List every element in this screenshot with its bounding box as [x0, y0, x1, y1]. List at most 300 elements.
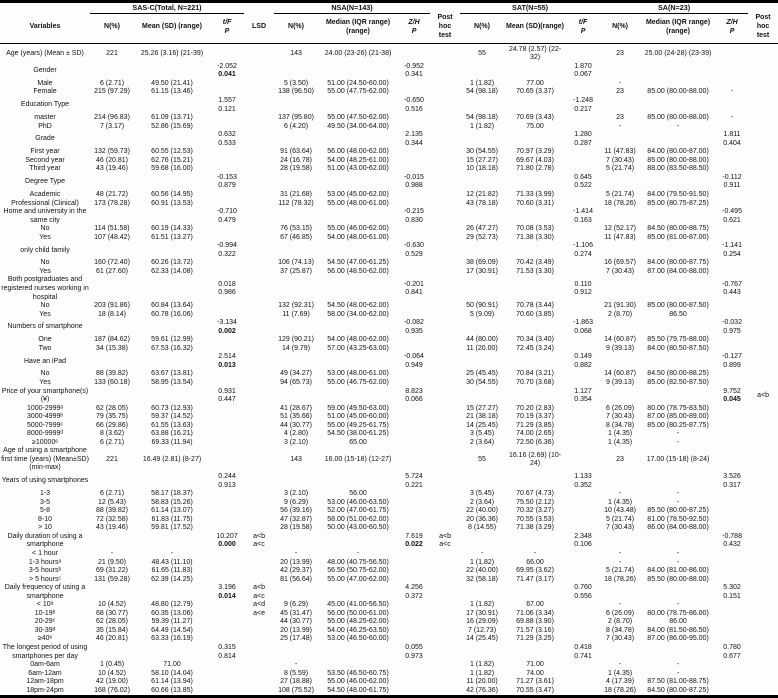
- table-cell: [244, 678, 274, 687]
- table-cell: [398, 499, 430, 508]
- table-cell: [244, 97, 274, 114]
- table-cell: [716, 601, 748, 610]
- table-cell: [90, 353, 134, 370]
- table-cell: [274, 644, 318, 661]
- table-cell: [748, 302, 778, 311]
- table-cell: [716, 635, 748, 644]
- table-cell: 28 (19.58): [280, 524, 312, 532]
- table-cell: [430, 353, 460, 370]
- table-cell: 18 (8.14): [97, 310, 127, 318]
- table-row: [0, 311, 778, 320]
- table-row: [0, 447, 778, 473]
- table-cell: [600, 97, 640, 114]
- table-cell: [460, 131, 504, 148]
- table-cell: [716, 379, 748, 388]
- table-cell: [748, 379, 778, 388]
- table-cell: [748, 567, 778, 576]
- table-cell: [748, 670, 778, 679]
- table-cell: [90, 174, 134, 191]
- table-cell: [504, 131, 566, 148]
- table-cell: [274, 533, 318, 550]
- table-cell: -: [730, 114, 734, 122]
- table-row: [0, 499, 778, 508]
- table-cell: -1.414 0.163: [573, 208, 593, 224]
- table-row: [0, 234, 778, 243]
- table-cell: [398, 576, 430, 585]
- table-cell: [748, 259, 778, 268]
- table-cell: [398, 687, 430, 697]
- table-cell: 22 (40.00): [466, 567, 498, 575]
- table-cell: 8 (34.78): [606, 421, 635, 429]
- table-cell: 23: [616, 49, 624, 57]
- table-cell: [244, 311, 274, 320]
- table-row: [0, 43, 778, 63]
- table-cell: [210, 114, 244, 123]
- table-cell: [640, 473, 716, 490]
- table-cell: [566, 661, 600, 670]
- table-cell: 84.00 (80.00-87.75): [647, 259, 709, 267]
- table-cell: [716, 670, 748, 679]
- table-cell: [748, 97, 778, 114]
- table-cell: 0.931 0.447: [218, 387, 236, 404]
- table-row: [0, 225, 778, 234]
- table-cell: 71.29 (3.25): [516, 635, 554, 643]
- table-cell: [566, 405, 600, 414]
- table-cell: [504, 208, 566, 225]
- table-cell: [398, 379, 430, 388]
- table-cell: 7 (30.43): [606, 524, 635, 532]
- table-cell: [566, 635, 600, 644]
- table-cell: 132 (59.73): [94, 148, 130, 156]
- table-cell: [318, 353, 398, 370]
- table-cell: 31 (21.68): [280, 190, 312, 198]
- table-cell: -: [618, 490, 622, 498]
- table-cell: 38 (69.09): [466, 259, 498, 267]
- table-cell: 79 (35.75): [96, 413, 128, 421]
- table-cell: -0.015 0.988: [404, 173, 424, 190]
- table-cell: [244, 148, 274, 157]
- table-cell: [274, 208, 318, 225]
- table-cell: [90, 242, 134, 259]
- table-cell: [134, 131, 210, 148]
- table-row: [0, 88, 778, 97]
- table-cell: [566, 550, 600, 559]
- column-header: N(%): [90, 13, 134, 43]
- table-cell: 54.00 (48.00-61.00): [327, 233, 389, 241]
- table-cell: 52.00 (47.00-61.75): [327, 507, 389, 515]
- table-cell: a<b a<c: [253, 532, 265, 549]
- table-cell: [504, 353, 566, 370]
- table-cell: 60.78 (16.06): [151, 310, 193, 318]
- table-cell: [566, 148, 600, 157]
- group-header: SA(N=23): [600, 2, 748, 14]
- table-cell: 71.00: [526, 661, 544, 669]
- table-cell: [210, 499, 244, 508]
- table-cell: -: [294, 661, 298, 669]
- table-cell: 0.018 0.986: [218, 280, 236, 297]
- table-cell: [430, 430, 460, 439]
- column-header: Median (IQR range) (range): [318, 13, 398, 43]
- table-cell: 21 (91.30): [604, 302, 636, 310]
- table-cell: 85.00 (82.50-87.50): [647, 379, 709, 387]
- table-cell: [244, 302, 274, 311]
- table-row: [0, 242, 778, 259]
- table-row: [0, 490, 778, 499]
- table-cell: [134, 533, 210, 550]
- table-cell: [640, 208, 716, 225]
- table-cell: [398, 234, 430, 243]
- table-cell: [716, 43, 748, 63]
- table-cell: [600, 353, 640, 370]
- table-cell: [600, 533, 640, 550]
- table-cell: 57.00 (43.25-63.00): [327, 344, 389, 352]
- table-cell: [244, 131, 274, 148]
- variable-label: 20-29ᶜ: [34, 618, 56, 626]
- table-cell: [134, 584, 210, 601]
- variable-label: 8-10: [37, 515, 52, 523]
- table-cell: 44 (30.77): [280, 421, 312, 429]
- table-cell: [318, 63, 398, 80]
- table-cell: 85.00 (81.00-87.00): [647, 233, 709, 241]
- column-header: t/F P: [210, 13, 244, 43]
- table-cell: [716, 430, 748, 439]
- table-cell: [398, 559, 430, 568]
- table-cell: [504, 533, 566, 550]
- table-cell: -: [676, 558, 680, 566]
- table-cell: [398, 157, 430, 166]
- table-cell: -0.201 0.841: [404, 280, 424, 297]
- table-cell: [430, 80, 460, 89]
- table-cell: a<b a<c: [439, 532, 451, 549]
- table-cell: 70.34 (3.40): [516, 336, 554, 344]
- table-cell: 4 (2.80): [283, 430, 309, 438]
- table-cell: 61.09 (13.71): [151, 114, 193, 122]
- table-cell: [430, 576, 460, 585]
- table-cell: 70.20 (2.83): [516, 404, 554, 412]
- table-cell: [430, 379, 460, 388]
- variable-label: only child family: [20, 246, 70, 254]
- table-cell: [716, 123, 748, 132]
- table-cell: [600, 276, 640, 302]
- table-row: [0, 191, 778, 200]
- table-cell: 14 (60.87): [604, 336, 636, 344]
- table-cell: [244, 430, 274, 439]
- table-cell: -: [618, 601, 622, 609]
- variable-label: > 5 hoursᶜ: [29, 575, 61, 583]
- table-cell: 62.76 (15.21): [151, 156, 193, 164]
- table-cell: [600, 319, 640, 336]
- table-cell: 84.00 (79.50-91.50): [647, 190, 709, 198]
- table-cell: 221: [106, 49, 118, 57]
- table-cell: 5 (21.74): [606, 515, 635, 523]
- table-cell: 54.50 (38.00-61.25): [327, 430, 389, 438]
- table-cell: 1.811 0.404: [723, 131, 741, 147]
- table-cell: 23: [616, 455, 624, 463]
- table-cell: 56 (39.16): [280, 507, 312, 515]
- table-cell: 50 (90.91): [466, 302, 498, 310]
- table-cell: 51 (35.66): [280, 413, 312, 421]
- table-cell: [398, 618, 430, 627]
- table-cell: [430, 43, 460, 63]
- table-cell: [566, 670, 600, 679]
- table-cell: 214 (96.83): [94, 114, 130, 122]
- table-cell: 24.00 (23-26) (21-38): [324, 49, 392, 57]
- table-cell: [244, 627, 274, 636]
- table-cell: [244, 114, 274, 123]
- table-cell: 48.43 (11.10): [151, 558, 193, 566]
- table-cell: -: [618, 661, 622, 669]
- table-cell: [398, 345, 430, 354]
- table-cell: 60.56 (14.95): [151, 190, 193, 198]
- table-cell: 1 (1.82): [469, 601, 495, 609]
- table-cell: [748, 584, 778, 601]
- table-cell: 21 (9.50): [97, 558, 127, 566]
- table-cell: [748, 644, 778, 661]
- table-cell: [716, 516, 748, 525]
- table-cell: [566, 524, 600, 533]
- table-cell: [244, 123, 274, 132]
- table-cell: 67 (46.85): [280, 233, 312, 241]
- table-cell: [210, 302, 244, 311]
- table-cell: 58.00 (51.00-62.00): [327, 515, 389, 523]
- table-cell: 80.00 (78.75-83.50): [647, 404, 709, 412]
- column-header: Post hoc test: [430, 13, 460, 43]
- table-cell: 107 (48.42): [94, 233, 130, 241]
- table-cell: 1 (0.45): [99, 661, 125, 669]
- variable-label: 8000-9999ᵈ: [26, 430, 64, 438]
- table-cell: 22 (40.00): [466, 507, 498, 515]
- table-cell: 80.00 (78.75-86.00): [647, 609, 709, 617]
- table-cell: [244, 567, 274, 576]
- table-cell: 6 (2.71): [99, 438, 125, 446]
- table-cell: [716, 499, 748, 508]
- table-cell: [748, 413, 778, 422]
- table-cell: 71.27 (3.61): [516, 678, 554, 686]
- table-cell: [430, 242, 460, 259]
- table-cell: [274, 584, 318, 601]
- table-cell: [748, 225, 778, 234]
- table-cell: [210, 165, 244, 174]
- table-cell: 42 (76.36): [466, 686, 498, 694]
- table-cell: [430, 208, 460, 225]
- table-cell: [244, 550, 274, 559]
- table-cell: 84.00 (81.00-86.00): [647, 567, 709, 575]
- table-cell: 55.00 (46.00-62.00): [327, 678, 389, 686]
- table-cell: [210, 200, 244, 209]
- table-cell: [134, 473, 210, 490]
- table-cell: 69.33 (11.94): [151, 438, 193, 446]
- variable-label: The longest period of using smartphones per day: [2, 643, 88, 660]
- table-cell: 66.00: [526, 558, 544, 566]
- table-cell: [566, 379, 600, 388]
- table-cell: 86.00 (84.00-88.00): [647, 524, 709, 532]
- table-cell: [716, 559, 748, 568]
- table-cell: [430, 413, 460, 422]
- table-row: [0, 678, 778, 687]
- table-cell: [90, 319, 134, 336]
- table-cell: 61 (27.60): [96, 267, 128, 275]
- table-cell: [430, 507, 460, 516]
- table-cell: 48.80 (12.79): [151, 601, 193, 609]
- table-cell: 71.00: [163, 661, 181, 669]
- table-cell: 7 (30.43): [606, 267, 635, 275]
- table-cell: -0.952 0.341: [404, 62, 424, 79]
- table-cell: [134, 276, 210, 302]
- table-cell: 9 (6.29): [283, 498, 309, 506]
- table-cell: [244, 644, 274, 661]
- table-cell: 60.35 (13.06): [151, 609, 193, 617]
- table-cell: [244, 336, 274, 345]
- variable-label: Price of your smartphone(s)(¥): [1, 387, 89, 404]
- table-row: [0, 97, 778, 114]
- table-cell: [90, 644, 134, 661]
- table-cell: [398, 422, 430, 431]
- table-cell: [398, 148, 430, 157]
- table-cell: 7 (30.43): [606, 156, 635, 164]
- table-row: [0, 174, 778, 191]
- table-header: [0, 2, 778, 44]
- column-header: Z/H P: [716, 13, 748, 43]
- table-cell: -: [533, 549, 537, 557]
- table-cell: 0.418 0.741: [574, 643, 592, 660]
- variable-label: 5000-7999ᶜ: [27, 421, 63, 429]
- table-cell: [748, 473, 778, 490]
- table-row: [0, 336, 778, 345]
- table-cell: [430, 165, 460, 174]
- table-cell: -0.112 0.911: [722, 173, 742, 190]
- table-row: [0, 379, 778, 388]
- table-cell: 58.83 (15.26): [151, 498, 193, 506]
- table-cell: 49.50 (34.00-64.00): [327, 122, 389, 130]
- table-cell: 75.00: [526, 122, 544, 130]
- group-spacer: [0, 2, 90, 14]
- table-cell: 62.39 (14.25): [151, 575, 193, 583]
- table-cell: [244, 559, 274, 568]
- table-cell: 87.00 (84.00-88.00): [647, 267, 709, 275]
- table-cell: [398, 627, 430, 636]
- table-cell: 56.00 (48.00-62.00): [327, 148, 389, 156]
- table-cell: [210, 661, 244, 670]
- table-cell: 63.88 (16.21): [151, 430, 193, 438]
- table-cell: 2 (3.64): [469, 498, 495, 506]
- variable-label: 5-8: [39, 507, 51, 515]
- table-cell: 7 (12.73): [468, 626, 497, 634]
- table-row: [0, 430, 778, 439]
- table-cell: [748, 687, 778, 697]
- table-cell: 15 (27.27): [466, 156, 498, 164]
- table-cell: 1 (1.82): [469, 122, 495, 130]
- variable-label: Years of using smartphones: [1, 477, 89, 485]
- table-cell: 10 (18.18): [466, 165, 498, 173]
- table-cell: [244, 670, 274, 679]
- table-cell: 215 (97.29): [94, 88, 130, 96]
- table-cell: [640, 276, 716, 302]
- table-cell: 44 (30.77): [280, 618, 312, 626]
- variable-label: First year: [30, 148, 60, 156]
- table-cell: [210, 43, 244, 63]
- table-cell: [640, 533, 716, 550]
- table-cell: [398, 302, 430, 311]
- table-cell: [430, 268, 460, 277]
- table-cell: 85.50 (80.00-88.00): [647, 575, 709, 583]
- table-cell: [134, 353, 210, 370]
- table-row: [0, 627, 778, 636]
- table-cell: [244, 405, 274, 414]
- table-cell: 14 (9.79): [282, 344, 311, 352]
- table-cell: [600, 644, 640, 661]
- table-cell: [398, 567, 430, 576]
- table-cell: [398, 191, 430, 200]
- table-cell: [748, 319, 778, 336]
- table-cell: 106 (74.13): [278, 259, 314, 267]
- group-spacer: [748, 2, 778, 14]
- table-cell: [748, 439, 778, 448]
- table-cell: 53.00 (46.50-60.00): [327, 635, 389, 643]
- table-cell: 1.127 0.354: [574, 387, 592, 404]
- table-cell: [274, 63, 318, 80]
- table-cell: 9 (39.13): [606, 344, 635, 352]
- table-cell: 77.00: [526, 79, 544, 87]
- table-cell: [274, 353, 318, 370]
- table-cell: [716, 567, 748, 576]
- table-cell: 17 (30.91): [466, 609, 498, 617]
- column-header: Median (IQR range) (range): [640, 13, 716, 43]
- table-cell: [244, 370, 274, 379]
- table-cell: [398, 370, 430, 379]
- table-cell: [748, 208, 778, 225]
- table-cell: 85.50 (79.75-88.00): [647, 336, 709, 344]
- table-cell: 70.97 (3.29): [516, 148, 554, 156]
- table-cell: -3.134 0.002: [217, 319, 237, 335]
- table-cell: [244, 661, 274, 670]
- table-cell: 48 (21.72): [96, 190, 128, 198]
- table-cell: 9 (39.13): [606, 379, 635, 387]
- table-cell: [748, 405, 778, 414]
- table-cell: [460, 174, 504, 191]
- table-cell: 60.73 (12.93): [151, 404, 193, 412]
- table-cell: [244, 225, 274, 234]
- table-cell: [566, 490, 600, 499]
- table-cell: 54.50 (47.00-61.25): [327, 259, 389, 267]
- table-cell: 49.50 (21.41): [151, 79, 193, 87]
- table-cell: [504, 63, 566, 80]
- table-cell: 61.15 (13.46): [151, 88, 193, 96]
- table-cell: [566, 259, 600, 268]
- table-cell: 59.68 (16.00): [151, 165, 193, 173]
- table-cell: 132 (92.31): [278, 302, 314, 310]
- table-cell: 1 (4.35): [607, 438, 633, 446]
- table-cell: [318, 319, 398, 336]
- table-cell: 61.83 (11.75): [151, 515, 193, 523]
- table-cell: 55.00 (47.50-62.00): [327, 114, 389, 122]
- table-cell: [460, 533, 504, 550]
- table-cell: [430, 123, 460, 132]
- table-cell: [430, 499, 460, 508]
- table-cell: [134, 242, 210, 259]
- table-cell: 8 (34.78): [606, 626, 635, 634]
- table-cell: 114 (51.58): [94, 225, 130, 233]
- table-cell: 66 (29.86): [96, 421, 128, 429]
- table-cell: 85.00 (80.00-88.00): [647, 88, 709, 96]
- table-cell: 60.55 (12.53): [151, 148, 193, 156]
- table-cell: 1 (1.82): [469, 669, 495, 677]
- variable-label: Yes: [39, 267, 51, 275]
- table-cell: 23: [616, 88, 624, 96]
- table-cell: [430, 490, 460, 499]
- table-row: [0, 601, 778, 610]
- table-cell: [274, 388, 318, 405]
- table-cell: 43 (19.46): [96, 165, 128, 173]
